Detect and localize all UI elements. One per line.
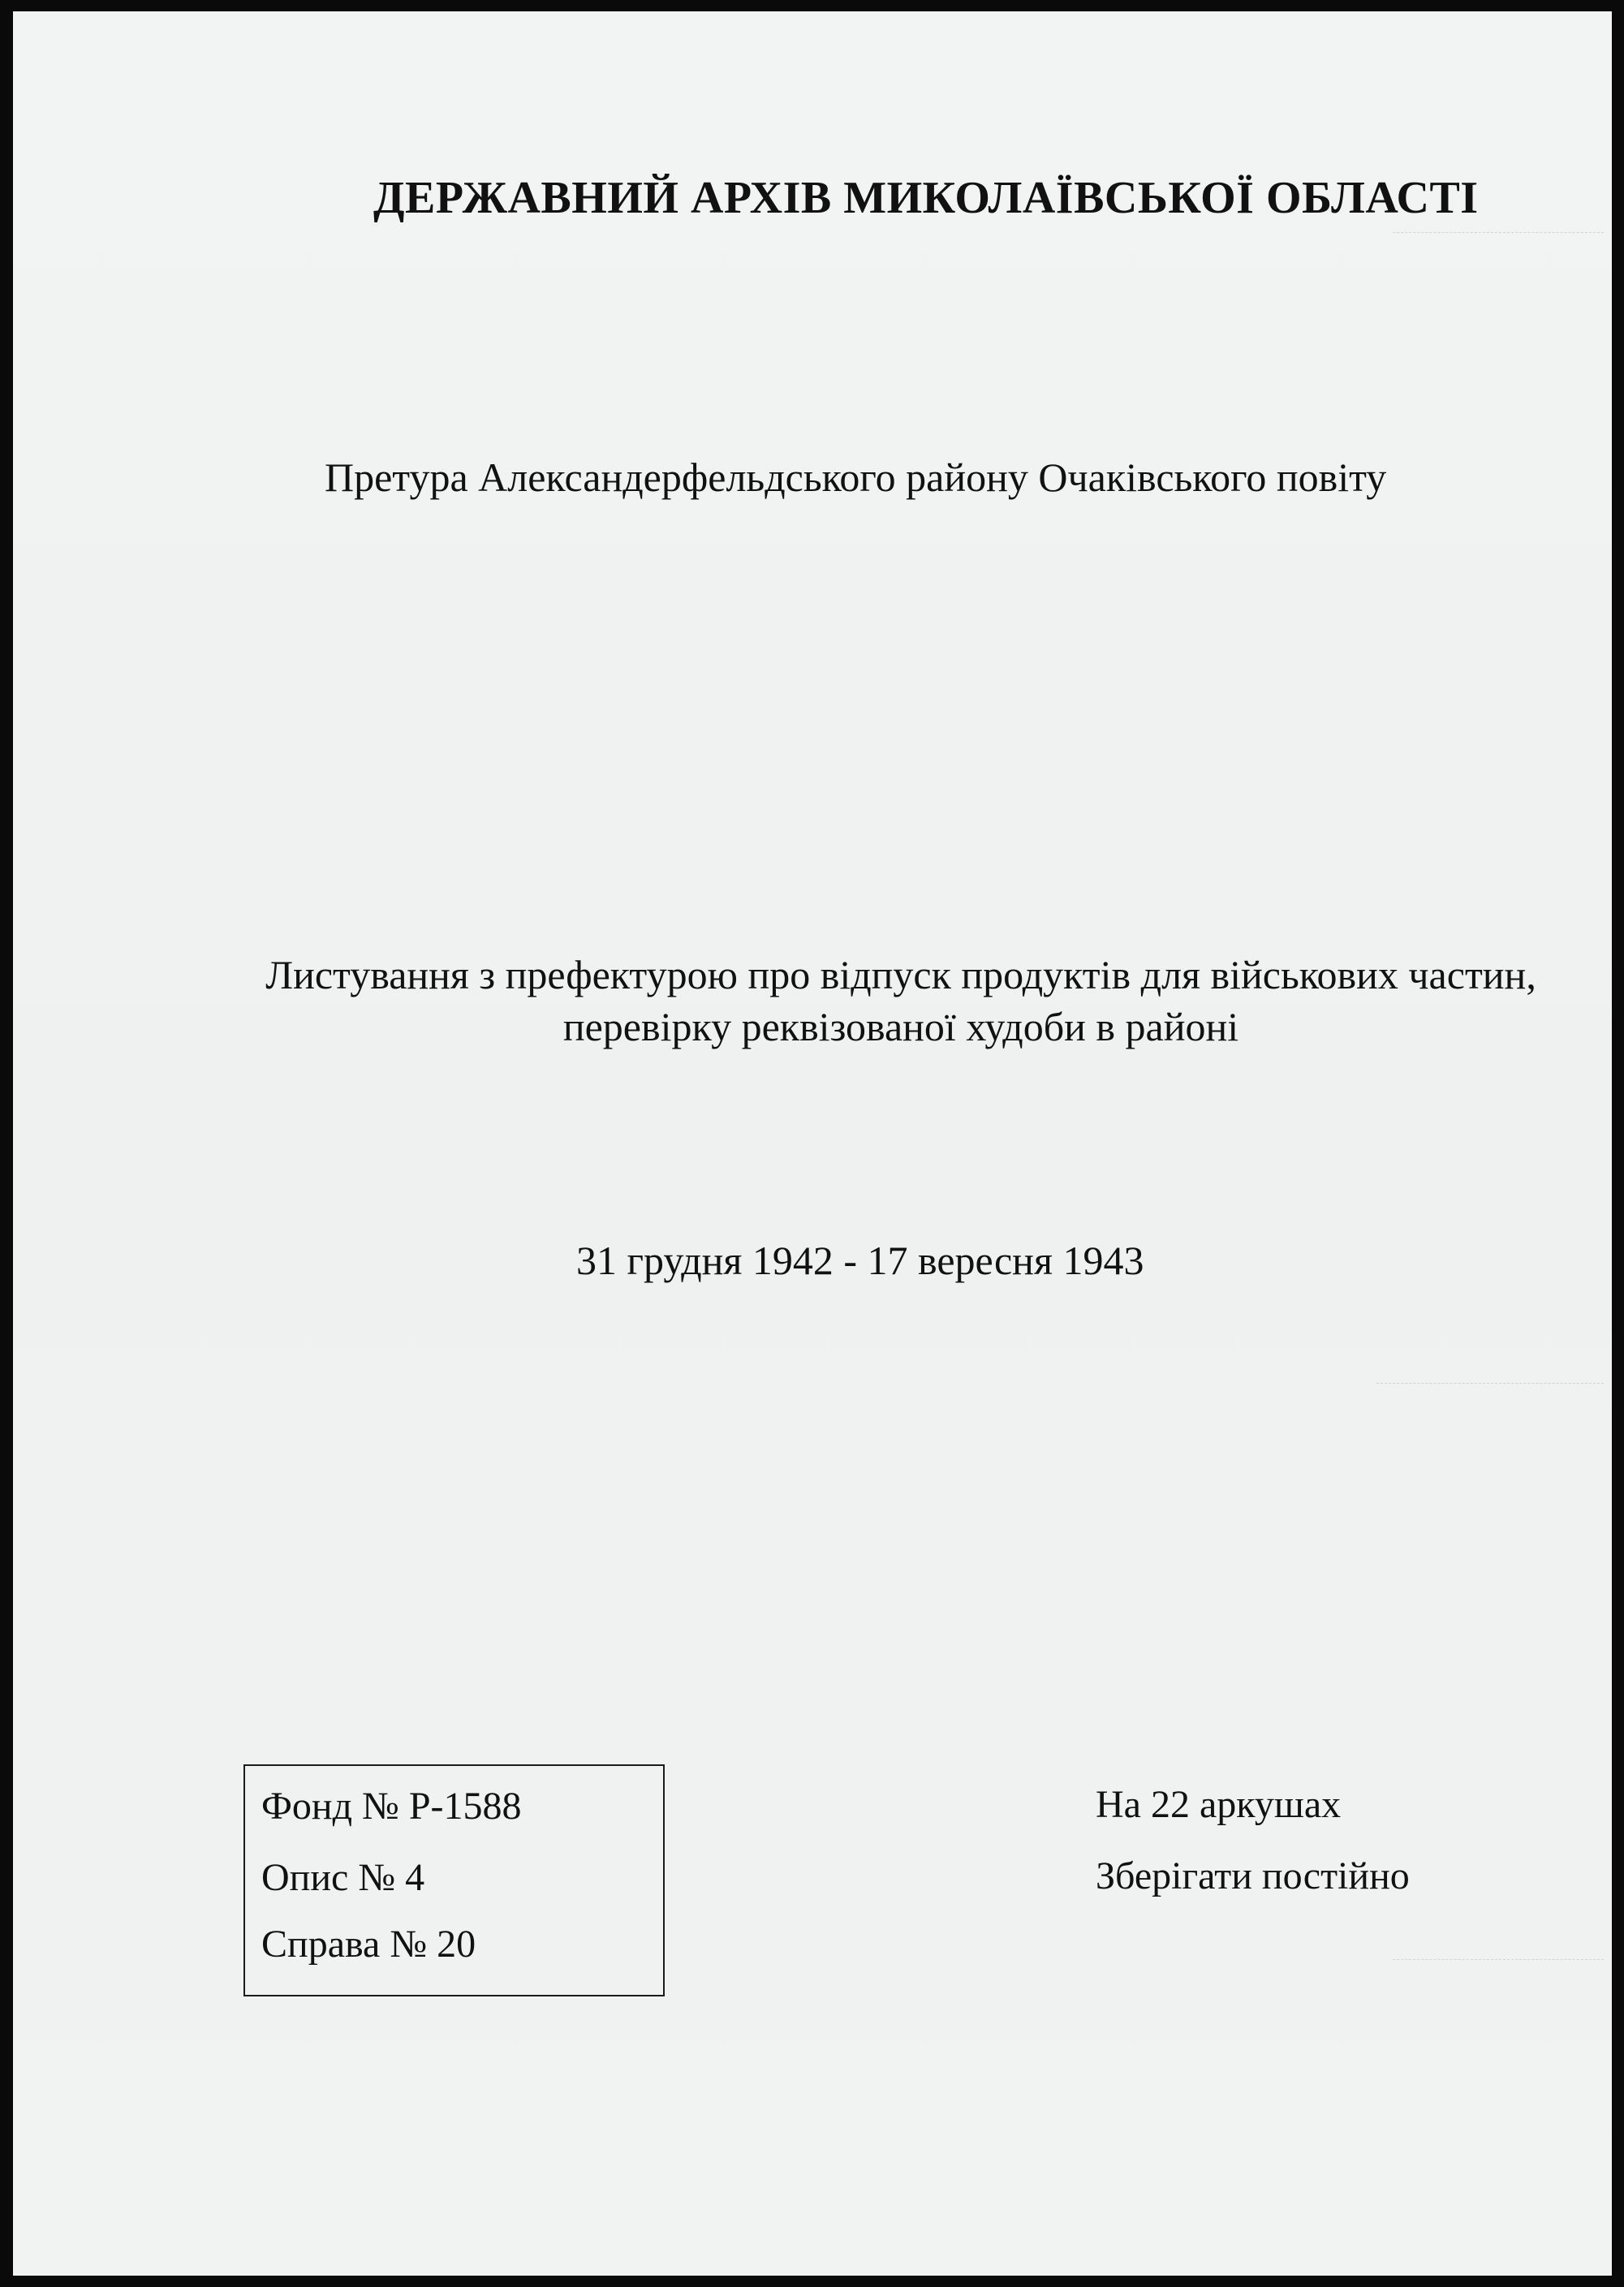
fund-creator: Претура Александерфельдського району Очаківського повіту bbox=[325, 454, 1387, 500]
case-title: Листування з префектурою про відпуск продуктів для військових частин, перевірку реквізованої худоби в районі bbox=[265, 952, 1536, 1049]
sprava-number: Справа № 20 bbox=[261, 1923, 476, 1966]
page-mark bbox=[1393, 1959, 1604, 1960]
archival-reference-box bbox=[243, 1764, 665, 1996]
document-page bbox=[13, 11, 1612, 2276]
page-mark bbox=[1393, 232, 1604, 233]
opys-number: Опис № 4 bbox=[261, 1856, 425, 1899]
archive-title: ДЕРЖАВНИЙ АРХІВ МИКОЛАЇВСЬКОЇ ОБЛАСТІ bbox=[373, 173, 1479, 223]
sheets-count: На 22 аркушах bbox=[1096, 1783, 1342, 1826]
case-dates: 31 грудня 1942 - 17 вересня 1943 bbox=[576, 1238, 1144, 1283]
fond-number: Фонд № Р-1588 bbox=[261, 1785, 522, 1828]
page-mark bbox=[1376, 1383, 1604, 1384]
retention-period: Зберігати постійно bbox=[1096, 1854, 1410, 1897]
